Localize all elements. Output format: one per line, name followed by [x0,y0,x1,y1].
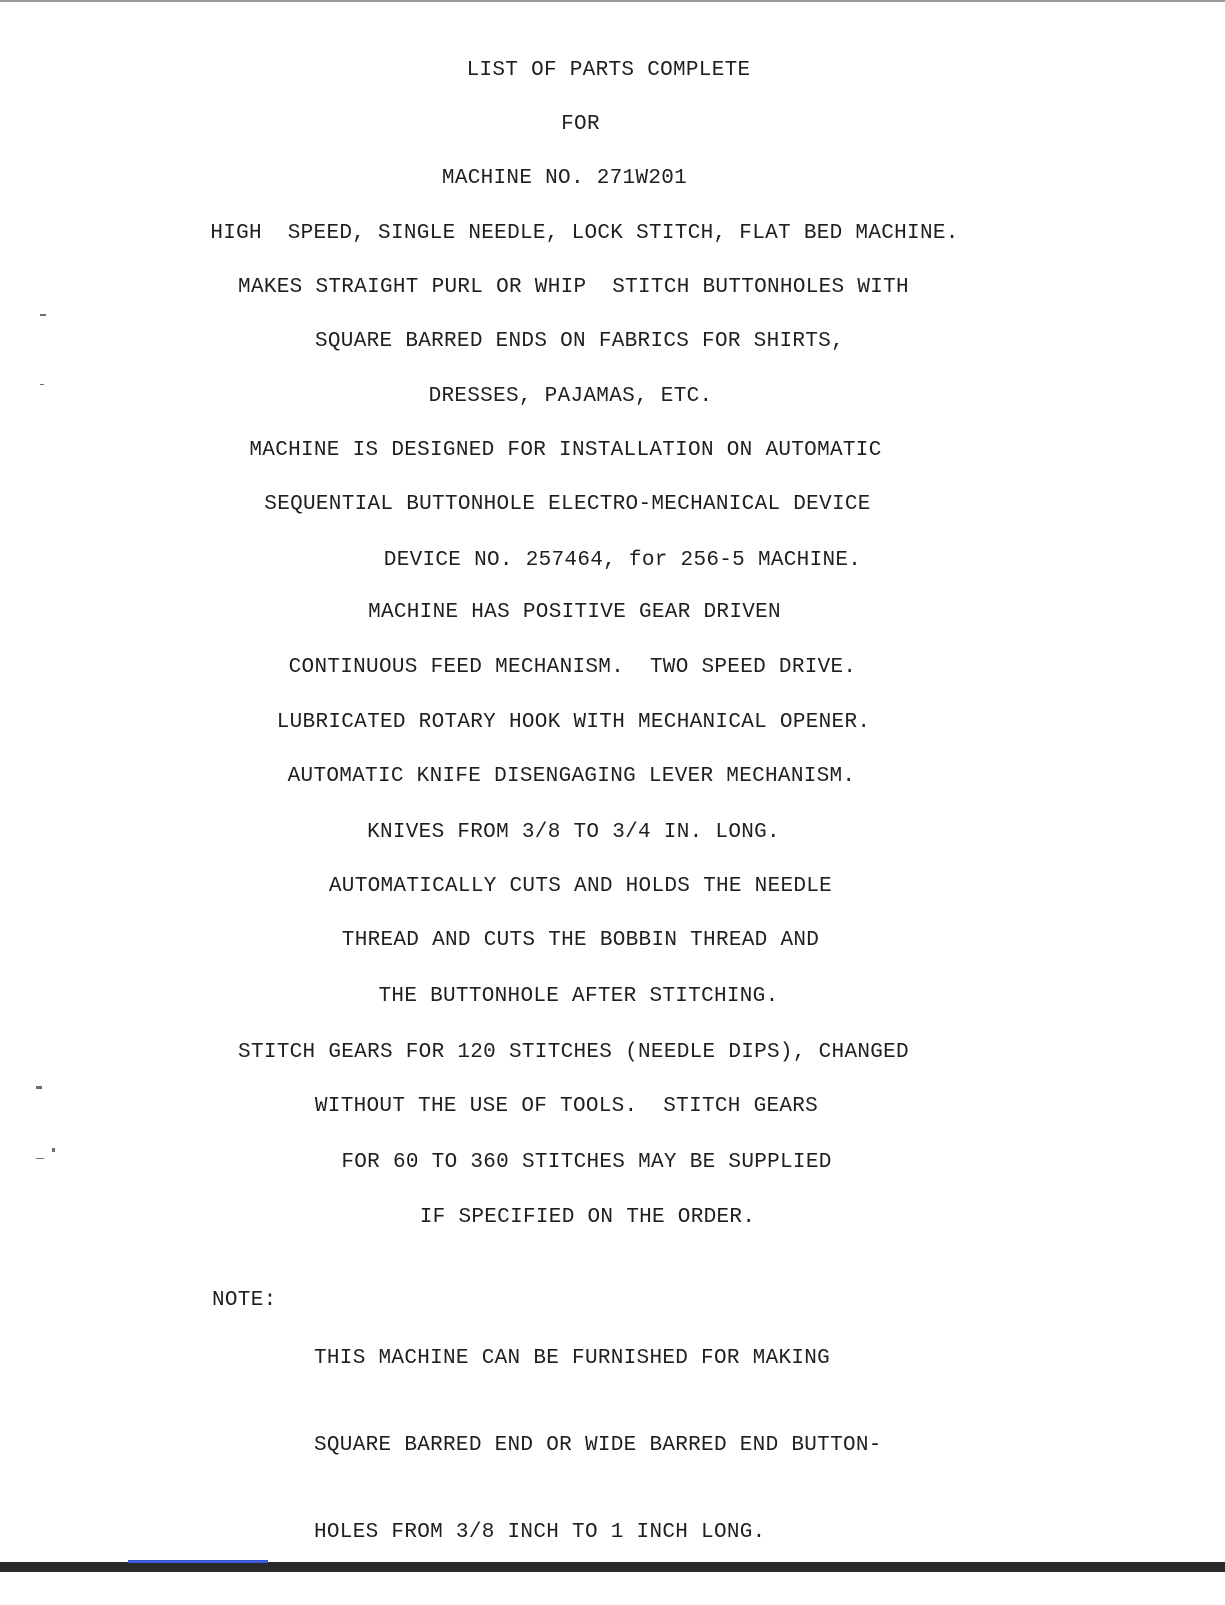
description-line: THREAD AND CUTS THE BOBBIN THREAD AND [341,929,820,952]
scan-mark [36,1158,44,1159]
note-line: SQUARE BARRED END OR WIDE BARRED END BUTTON- [314,1434,882,1457]
description-line: CONTINUOUS FEED MECHANISM. TWO SPEED DRIVE. [288,656,857,679]
description-line: STITCH GEARS FOR 120 STITCHES (NEEDLE DIPS), CHANGED [238,1041,909,1064]
description-line: KNIVES FROM 3/8 TO 3/4 IN. LONG. [367,821,780,844]
description-line: WITHOUT THE USE OF TOOLS. STITCH GEARS [314,1095,819,1118]
scan-mark [40,384,44,385]
description-line: SQUARE BARRED ENDS ON FABRICS FOR SHIRTS, [315,330,844,353]
description-line: DRESSES, PAJAMAS, ETC. [428,385,713,408]
description-line: IF SPECIFIED ON THE ORDER. [419,1206,756,1229]
note-text [314,1286,1014,1605]
page-top-edge [0,0,1225,2]
scan-bottom-edge [0,1562,1225,1572]
description-line: MACHINE IS DESIGNED FOR INSTALLATION ON AUTOMATIC [249,439,882,462]
description-line: DEVICE NO. 257464, for 256-5 MACHINE. [383,549,862,572]
description-line: AUTOMATICALLY CUTS AND HOLDS THE NEEDLE [328,875,833,898]
document-for-label: FOR [561,113,600,136]
scan-mark [40,314,46,316]
description-line: MACHINE HAS POSITIVE GEAR DRIVEN [368,601,781,624]
machine-number: MACHINE NO. 271W201 [441,167,688,190]
description-line: HIGH SPEED, SINGLE NEEDLE, LOCK STITCH, FLAT BED MACHINE. [210,222,959,245]
description-line: LUBRICATED ROTARY HOOK WITH MECHANICAL OPENER. [276,711,871,734]
note-block [212,1286,882,1544]
note-line: HOLES FROM 3/8 INCH TO 1 INCH LONG. [314,1521,766,1544]
description-line: FOR 60 TO 360 STITCHES MAY BE SUPPLIED [341,1151,832,1174]
document-title: LIST OF PARTS COMPLETE [466,59,751,82]
note-label: NOTE: [212,1289,277,1312]
note-line: THIS MACHINE CAN BE FURNISHED FOR MAKING [314,1347,831,1370]
scan-mark [36,1086,42,1089]
scan-bottom-edge-accent [128,1560,268,1563]
description-line: THE BUTTONHOLE AFTER STITCHING. [378,985,779,1008]
scan-mark [52,1148,55,1152]
description-line: MAKES STRAIGHT PURL OR WHIP STITCH BUTTONHOLES WITH [238,276,909,299]
description-line: AUTOMATIC KNIFE DISENGAGING LEVER MECHANISM. [287,765,856,788]
description-line: SEQUENTIAL BUTTONHOLE ELECTRO-MECHANICAL DEVICE [264,493,871,516]
